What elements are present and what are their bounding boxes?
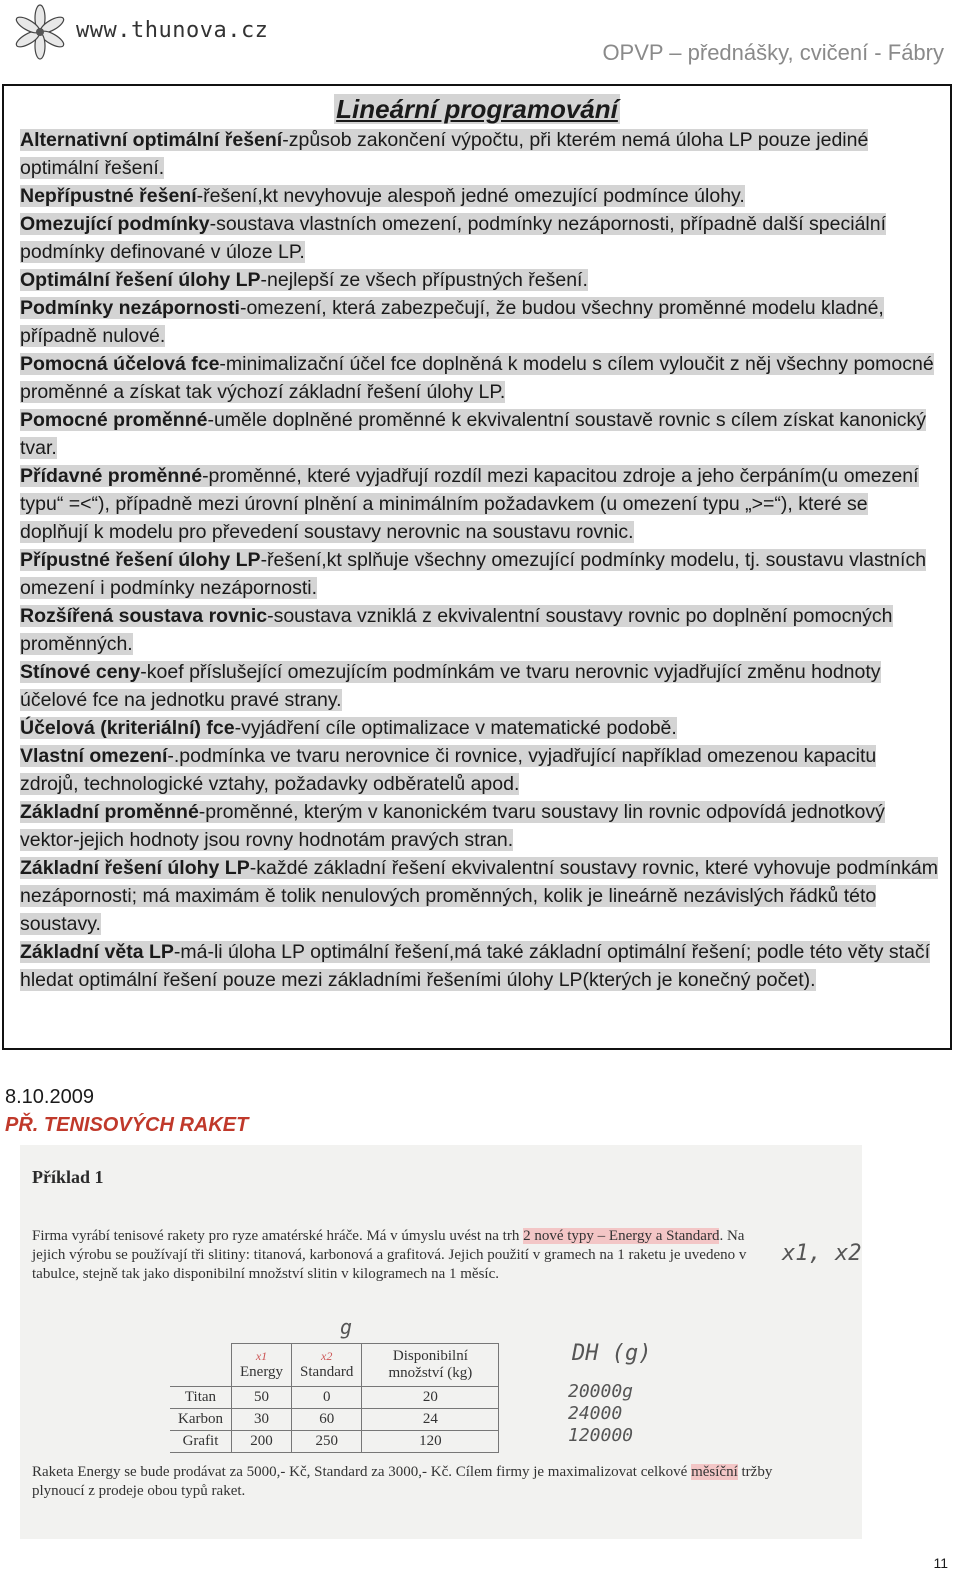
definition-term: Stínové ceny bbox=[20, 661, 141, 683]
header-title: OPVP – přednášky, cvičení - Fábry bbox=[602, 40, 944, 65]
alloy-table bbox=[170, 1343, 499, 1453]
definition-text: -každé základní řešení ekvivalentní soustavy rovnic, které vyhovuje podmínkám nezápornosti; má maximám ě tolik nenulových proměnných, kolik je lineárně nezávislých řádků této soustavy. bbox=[20, 857, 938, 935]
definition-item bbox=[20, 462, 940, 546]
definition-text: -soustava vlastních omezení, podmínky nezápornosti, případně další speciální podmínky definované v úloze LP. bbox=[20, 213, 887, 263]
definition-text: -způsob zakončení výpočtu, při kterém nemá úloha LP pouze jediné optimální řešení. bbox=[20, 129, 869, 179]
definition-list bbox=[20, 126, 940, 994]
definition-term: Pomocné proměnné bbox=[20, 409, 208, 431]
section-subtitle: PŘ. TENISOVÝCH RAKET bbox=[5, 1114, 249, 1136]
definition-item bbox=[20, 798, 940, 854]
definition-text: -omezení, která zabezpečují, že budou všechny proměnné modelu kladné, případně nulové. bbox=[20, 297, 884, 347]
definition-term: Optimální řešení úlohy LP bbox=[20, 269, 261, 291]
definition-term: Omezující podmínky bbox=[20, 213, 210, 235]
definition-item bbox=[20, 182, 940, 210]
table-header-row bbox=[170, 1344, 499, 1387]
definition-term: Nepřípustné řešení bbox=[20, 185, 197, 207]
definition-text: -minimalizační účel fce doplněná k modelu s cílem vyloučit z něj všechny pomocné proměnné a získat tak výchozí základní řešení úlohy LP. bbox=[20, 353, 934, 403]
example-title: Příklad 1 bbox=[32, 1167, 104, 1187]
glossary-box bbox=[2, 84, 952, 1050]
definition-item bbox=[20, 546, 940, 602]
definition-term: Alternativní optimální řešení bbox=[20, 129, 283, 151]
definition-item bbox=[20, 742, 940, 798]
handwritten-variables: x1, x2 bbox=[782, 1241, 862, 1266]
definition-item bbox=[20, 938, 940, 994]
definition-term: Účelová (kriteriální) fce bbox=[20, 717, 235, 739]
definition-term: Pomocná účelová fce bbox=[20, 353, 220, 375]
table-row: Grafit 200 250 120 bbox=[170, 1431, 499, 1453]
definition-text: -nejlepší ze všech přípustných řešení. bbox=[260, 269, 588, 291]
example-text: Firma vyrábí tenisové rakety pro ryze amatérské hráče. Má v úmyslu uvést na trh 2 nové typy – Energy a Standard. Na jejich výrobu se používají tři slitiny: titanová, karbonová a grafitová. Jejich použití v gramech na 1 raketu je uvedeno v tabulce, stejně tak jako disponibilní množství slitin v kilogramech na 1 měsíc. bbox=[32, 1228, 747, 1282]
definition-item bbox=[20, 266, 940, 294]
definition-text: -proměnné, které vyjadřují rozdíl mezi kapacitou zdroje a jeho čerpáním(u omezení typu“ =<“), případně mezi úrovní plnění a minimálním požadavkem (u omezení typu „>=“), které se doplňují k modelu pro převedení soustavy nerovnic na soustavu rovnic. bbox=[20, 465, 919, 543]
scanned-example bbox=[20, 1145, 862, 1539]
glossary-title: Lineární programování bbox=[336, 94, 618, 124]
handwritten-g: g bbox=[340, 1315, 353, 1339]
definition-item bbox=[20, 854, 940, 938]
definition-term: Podmínky nezápornosti bbox=[20, 297, 240, 319]
handwritten-value: 120000 bbox=[568, 1425, 634, 1446]
definition-item bbox=[20, 714, 940, 742]
handwritten-value: 20000g bbox=[568, 1381, 634, 1402]
definition-term: Přídavné proměnné bbox=[20, 465, 203, 487]
definition-text: -proměnné, kterým v kanonickém tvaru soustavy lin rovnic odpovídá jednotkový vektor-jejich hodnoty jsou rovny hodnotám pravých stran. bbox=[20, 801, 885, 851]
handwritten-dh: DH (g) bbox=[572, 1341, 652, 1366]
flower-icon bbox=[12, 4, 68, 60]
page-header bbox=[0, 0, 960, 78]
definition-term: Rozšířená soustava rovnic bbox=[20, 605, 268, 627]
table-header: Disponibilní množství (kg) bbox=[362, 1344, 499, 1387]
table-header: x1 Energy bbox=[232, 1344, 292, 1387]
definition-text: -řešení,kt splňuje všechny omezující podmínky modelu, tj. soustavu vlastních omezení i podmínky nezápornosti. bbox=[20, 549, 927, 599]
definition-item bbox=[20, 406, 940, 462]
definition-text: -řešení,kt nevyhovuje alespoň jedné omezující podmínce úlohy. bbox=[196, 185, 745, 207]
page-number: 11 bbox=[933, 1555, 948, 1571]
site-logo bbox=[12, 4, 372, 60]
definition-term: Základní věta LP bbox=[20, 941, 174, 963]
table-header: x2 Standard bbox=[292, 1344, 362, 1387]
definition-item bbox=[20, 294, 940, 350]
handwritten-value: 24000 bbox=[568, 1403, 623, 1424]
logo-text: www.thunova.cz bbox=[76, 18, 269, 43]
definition-item bbox=[20, 602, 940, 658]
definition-term: Základní proměnné bbox=[20, 801, 199, 823]
example-footer-text: Raketa Energy se bude prodávat za 5000,- Kč, Standard za 3000,- Kč. Cílem firmy je maximalizovat celkové měsíční tržby plynoucí z prodeje obou typů raket. bbox=[32, 1464, 773, 1499]
definition-item bbox=[20, 350, 940, 406]
definition-text: -uměle doplněné proměnné k ekvivalentní soustavě rovnic s cílem získat kanonický tvar. bbox=[20, 409, 927, 459]
definition-term: Vlastní omezení bbox=[20, 745, 168, 767]
definition-text: -vyjádření cíle optimalizace v matematické podobě. bbox=[234, 717, 677, 739]
definition-item bbox=[20, 658, 940, 714]
definition-text: -má-li úloha LP optimální řešení,má také základní optimální řešení; podle této věty stačí hledat optimální řešení pouze mezi základními řešeními úlohy LP(kterých je konečný počet). bbox=[20, 941, 931, 991]
lecture-date: 8.10.2009 bbox=[5, 1086, 94, 1108]
table-row: Karbon 30 60 24 bbox=[170, 1409, 499, 1431]
definition-term: Přípustné řešení úlohy LP bbox=[20, 549, 261, 571]
table-row: Titan 50 0 20 bbox=[170, 1387, 499, 1409]
definition-term: Základní řešení úlohy LP bbox=[20, 857, 250, 879]
definition-text: -soustava vzniklá z ekvivalentní soustavy rovnic po doplnění pomocných proměnných. bbox=[20, 605, 893, 655]
definition-text: -koef příslušející omezujícím podmínkám ve tvaru nerovnic vyjadřující změnu hodnoty účelové fce na jednotku pravé strany. bbox=[20, 661, 881, 711]
definition-item bbox=[20, 126, 940, 182]
definition-item bbox=[20, 210, 940, 266]
definition-text: -.podmínka ve tvaru nerovnice či rovnice, vyjadřující například omezenou kapacitu zdrojů, technologické vztahy, požadavky odběratelů apod. bbox=[20, 745, 877, 795]
